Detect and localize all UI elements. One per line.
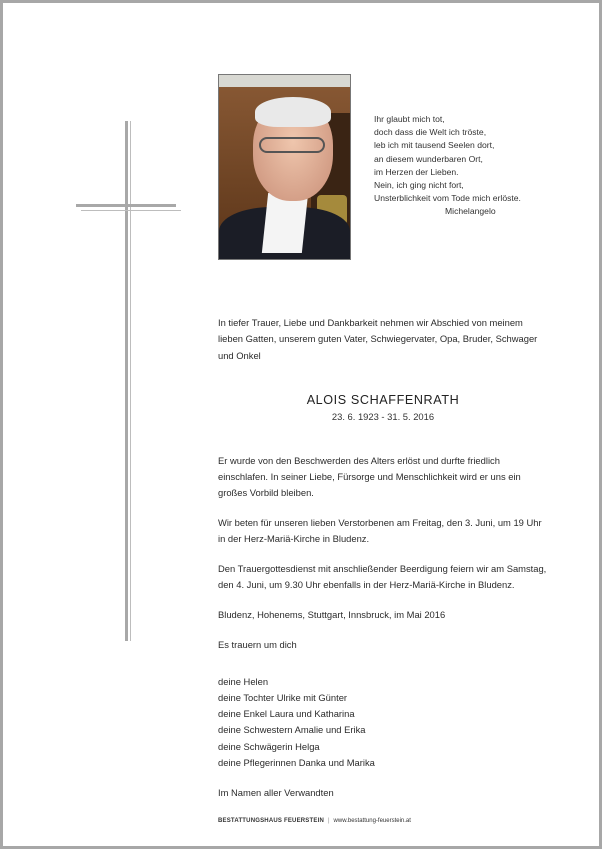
mourner: deine Schwägerin Helga [218, 740, 320, 752]
mourner: deine Pflegerinnen Danka und Marika [218, 756, 375, 768]
poem [374, 113, 564, 219]
mourner: deine Enkel Laura und Katharina [218, 708, 355, 720]
mourners-list [218, 674, 548, 771]
funeral-home-name: BESTATTUNGSHAUS FEUERSTEIN [218, 818, 324, 824]
intro-text: In tiefer Trauer, Liebe und Dankbarkeit nehmen wir Abschied von meinem lieben Gatten, unserem guten Vater, Schwiegervater, Opa, Bruder, Schwager und Onkel [218, 317, 538, 361]
footer-separator: | [327, 818, 330, 824]
cross-horizontal-bar [76, 204, 176, 207]
paragraph: Den Trauergottesdienst mit anschließender Beerdigung feiern wir am Samstag, den 4. Juni, um 9.30 Uhr ebenfalls in der Herz-Mariä-Kirche in Bludenz. [218, 563, 547, 591]
funeral-home-url[interactable]: www.bestattung-feuerstein.at [333, 818, 411, 824]
poem-author: Michelangelo [445, 206, 496, 217]
closing-line: Im Namen aller Verwandten [218, 786, 334, 798]
paragraph: Wir beten für unseren lieben Verstorbenen am Freitag, den 3. Juni, um 19 Uhr in der Herz-Mariä-Kirche in Bludenz. [218, 517, 542, 545]
deceased-dates: 23. 6. 1923 - 31. 5. 2016 [331, 411, 435, 422]
portrait-photo [218, 74, 351, 260]
obituary-body [218, 453, 548, 801]
poem-line: an diesem wunderbaren Ort, [374, 153, 483, 164]
cross-horizontal-shadow [81, 210, 181, 211]
poem-line: leb ich mit tausend Seelen dort, [374, 140, 495, 151]
poem-line: im Herzen der Lieben. [374, 166, 459, 177]
poem-line: Unsterblichkeit vom Tode mich erlöste. [374, 193, 521, 204]
poem-line: doch dass die Welt ich tröste, [374, 127, 487, 138]
mourner: deine Tochter Ulrike mit Günter [218, 692, 348, 704]
cross-vertical-bar [125, 121, 128, 641]
place-date: Bludenz, Hohenems, Stuttgart, Innsbruck, im Mai 2016 [218, 608, 446, 620]
mourner: deine Helen [218, 675, 269, 687]
mourner: deine Schwestern Amalie und Erika [218, 724, 366, 736]
footer [218, 818, 411, 824]
cross-vertical-shadow [130, 121, 131, 641]
deceased-name: ALOIS SCHAFFENRATH [306, 393, 460, 407]
poem-line: Ihr glaubt mich tot, [374, 114, 445, 124]
paragraph: Er wurde von den Beschwerden des Alters erlöst und durfte friedlich einschlafen. In seiner Liebe, Fürsorge und Menschlichkeit wird er uns ein großes Vorbild bleiben. [218, 455, 521, 499]
mourn-heading: Es trauern um dich [218, 638, 297, 650]
poem-line: Nein, ich ging nicht fort, [374, 180, 464, 191]
